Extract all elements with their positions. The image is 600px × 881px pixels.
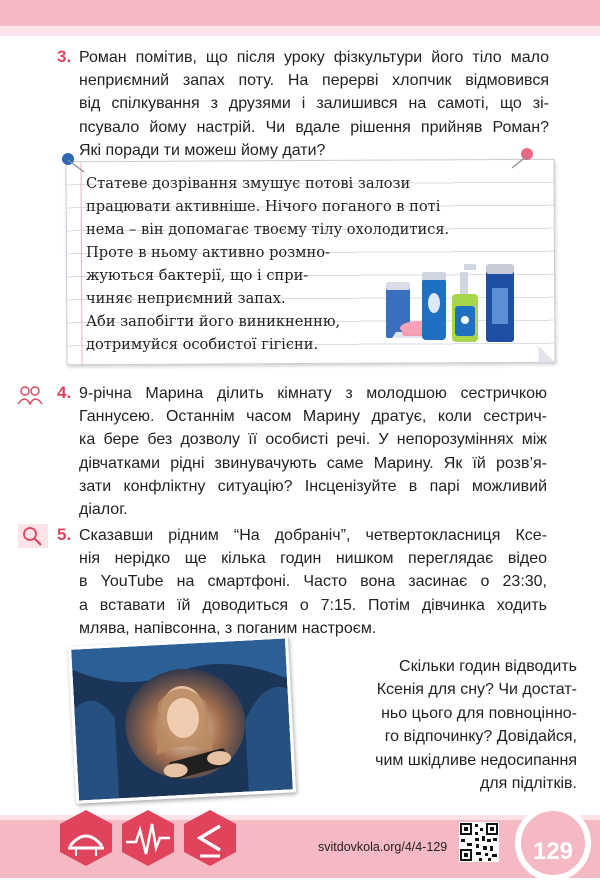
girl-with-phone-photo — [68, 635, 296, 803]
page-number: 129 — [532, 838, 574, 865]
note-line: Статеве дозрівання змушує потові залози — [86, 175, 411, 192]
heartbeat-icon[interactable] — [120, 808, 176, 868]
text-line: Ксенія для сну? Чи достат- — [376, 681, 577, 699]
text-line: від спілкування з друзями і залишився на самоті, що зі- — [79, 95, 549, 113]
text-line: псувало йому настрій. Чи вдале рішення прийняв Роман? — [79, 118, 549, 136]
text-line: нія нерідко ще кілька годин нишком переглядає відео — [79, 550, 547, 568]
note-line: Аби запобігти його виникненню, — [86, 313, 341, 330]
qr-code-icon — [459, 822, 499, 862]
text-line: діалог. — [79, 501, 128, 519]
task-number: 5. — [57, 525, 72, 544]
bridge-icon[interactable] — [58, 808, 114, 868]
less-than-icon[interactable] — [182, 808, 238, 868]
note-line: жуються бактерії, що і спри- — [86, 267, 309, 284]
search-icon — [18, 524, 48, 548]
text-line: ньо цього для повноцінно- — [381, 704, 577, 722]
footer-url[interactable]: svitdovkola.org/4/4-129 — [318, 840, 448, 854]
task-text — [79, 46, 549, 162]
text-line: а вставати їй доводиться о 7:15. Потім дівчинка ходить — [79, 596, 547, 614]
hygiene-products-illustration — [382, 258, 527, 348]
text-line: го відпочинку? Довідайся, — [384, 728, 577, 746]
note-line: працювати активніше. Нічого поганого в поті — [86, 198, 441, 215]
text-line: для підлітків. — [479, 775, 577, 793]
task-number: 4. — [57, 383, 72, 402]
card-fold — [538, 346, 554, 362]
task-number: 3. — [57, 47, 72, 66]
text-line: неприємний запах поту. На перерві хлопчик відмовився — [79, 72, 549, 90]
text-line: чим шкідливе недосипання — [375, 751, 577, 769]
text-line: Скільки годин відводить — [399, 658, 577, 675]
note-line: чиняє неприємний запах. — [86, 290, 286, 307]
text-line: ка бере без дозволу її особисті речі. У непорозуміннях між — [79, 431, 547, 449]
text-line: Які поради ти можеш йому дати? — [79, 141, 326, 159]
pin-needle-icon — [510, 156, 530, 170]
card-margin-line — [80, 162, 82, 364]
text-line: Ганнусею. Останнім часом Марину дратує, коли сестрич- — [79, 408, 547, 426]
text-line: млява, напівсонна, з поганим настроєм. — [79, 619, 377, 637]
photo-illustration — [71, 639, 293, 801]
top-band — [0, 0, 600, 26]
pin-needle-icon — [66, 160, 88, 174]
text-line: в YouTube на смартфоні. Часто вона засинає о 23:30, — [79, 573, 547, 591]
note-line: Проте в ньому активно розмно- — [86, 244, 330, 261]
note-line: нема – він допомагає твоєму тілу охолодитися. — [86, 221, 450, 238]
task-text — [79, 524, 547, 640]
text-line: 9-річна Марина ділить кімнату з молодшою сестричкою — [79, 385, 547, 402]
note-line: дотримуйся особистої гігієни. — [86, 336, 319, 353]
top-band-light — [0, 26, 600, 36]
text-line: Сказавши рідним “На добраніч”, четвертокласниця Ксе- — [79, 527, 547, 544]
text-line: дівчатками рідні звинувачують саме Марину. Як їй розв’я- — [79, 454, 547, 472]
task-text — [79, 382, 547, 521]
text-line: Роман помітив, що після уроку фізкультури його тіло мало — [79, 49, 549, 66]
question-text — [300, 655, 577, 795]
team-icon — [16, 384, 44, 406]
text-line: зати конфліктну ситуацію? Інсценізуйте в парі можливий — [79, 477, 547, 495]
